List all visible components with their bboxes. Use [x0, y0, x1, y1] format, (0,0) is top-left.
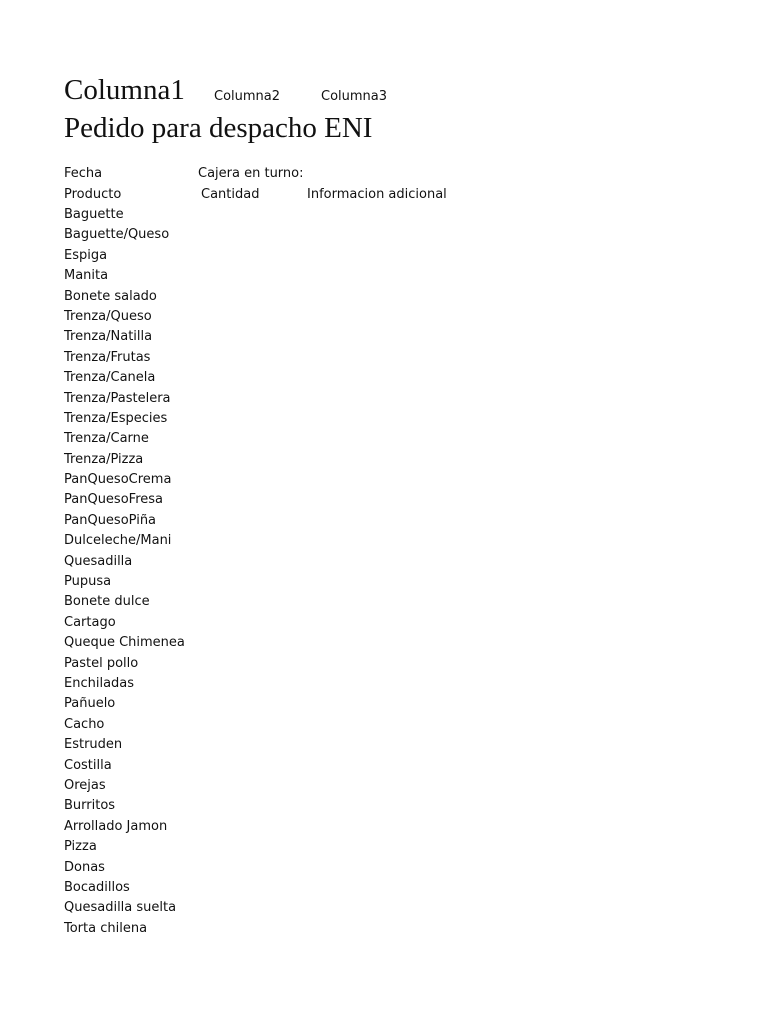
product-item: Arrollado Jamon [64, 818, 168, 834]
product-item: Manita [64, 268, 109, 284]
product-item: Costilla [64, 757, 112, 773]
product-item: Baguette/Queso [64, 227, 170, 243]
product-item: Quesadilla suelta [64, 900, 177, 916]
product-item: Espiga [64, 247, 108, 263]
product-item: Enchiladas [64, 675, 135, 691]
page-title: Pedido para despacho ENI [64, 112, 373, 144]
product-item: Baguette [64, 207, 124, 222]
product-item: Torta chilena [64, 920, 148, 936]
product-item: Burritos [64, 798, 116, 814]
product-item: Orejas [64, 777, 106, 793]
product-item: Estruden [64, 737, 123, 753]
product-item: Trenza/Natilla [64, 329, 153, 345]
producto-column-header: Producto [64, 187, 122, 202]
product-item: Cartago [64, 614, 116, 630]
product-item: Trenza/Frutas [64, 349, 151, 365]
product-item: Trenza/Pizza [64, 451, 144, 467]
product-item: Bonete dulce [64, 594, 150, 610]
product-item: Cacho [64, 716, 105, 732]
product-item: Trenza/Pastelera [64, 390, 171, 406]
cajera-label: Cajera en turno: [198, 166, 304, 181]
product-item: Bonete salado [64, 288, 157, 304]
product-item: Quesadilla [64, 553, 133, 569]
product-item: PanQuesoCrema [64, 472, 172, 488]
product-item: PanQuesoFresa [64, 492, 163, 508]
column3-header: Columna3 [321, 89, 388, 104]
product-item: Trenza/Carne [64, 431, 149, 447]
product-item: Trenza/Canela [64, 370, 156, 386]
fecha-label: Fecha [64, 166, 103, 181]
product-item: Pizza [64, 839, 97, 855]
product-item: Pupusa [64, 574, 112, 590]
product-item: Dulceleche/Mani [64, 533, 172, 549]
product-item: PanQuesoPiña [64, 512, 157, 528]
product-item: Donas [64, 859, 105, 875]
cantidad-column-header: Cantidad [201, 187, 260, 202]
product-item: Pastel pollo [64, 655, 139, 671]
info-column-header: Informacion adicional [307, 187, 447, 202]
product-item: Queque Chimenea [64, 635, 185, 651]
column1-header: Columna1 [64, 74, 185, 106]
product-item: Trenza/Especies [64, 410, 168, 426]
product-item: Trenza/Queso [64, 308, 152, 324]
product-item: Pañuelo [64, 696, 116, 712]
product-list [64, 207, 185, 941]
column2-header: Columna2 [214, 89, 281, 104]
product-item: Bocadillos [64, 879, 130, 895]
